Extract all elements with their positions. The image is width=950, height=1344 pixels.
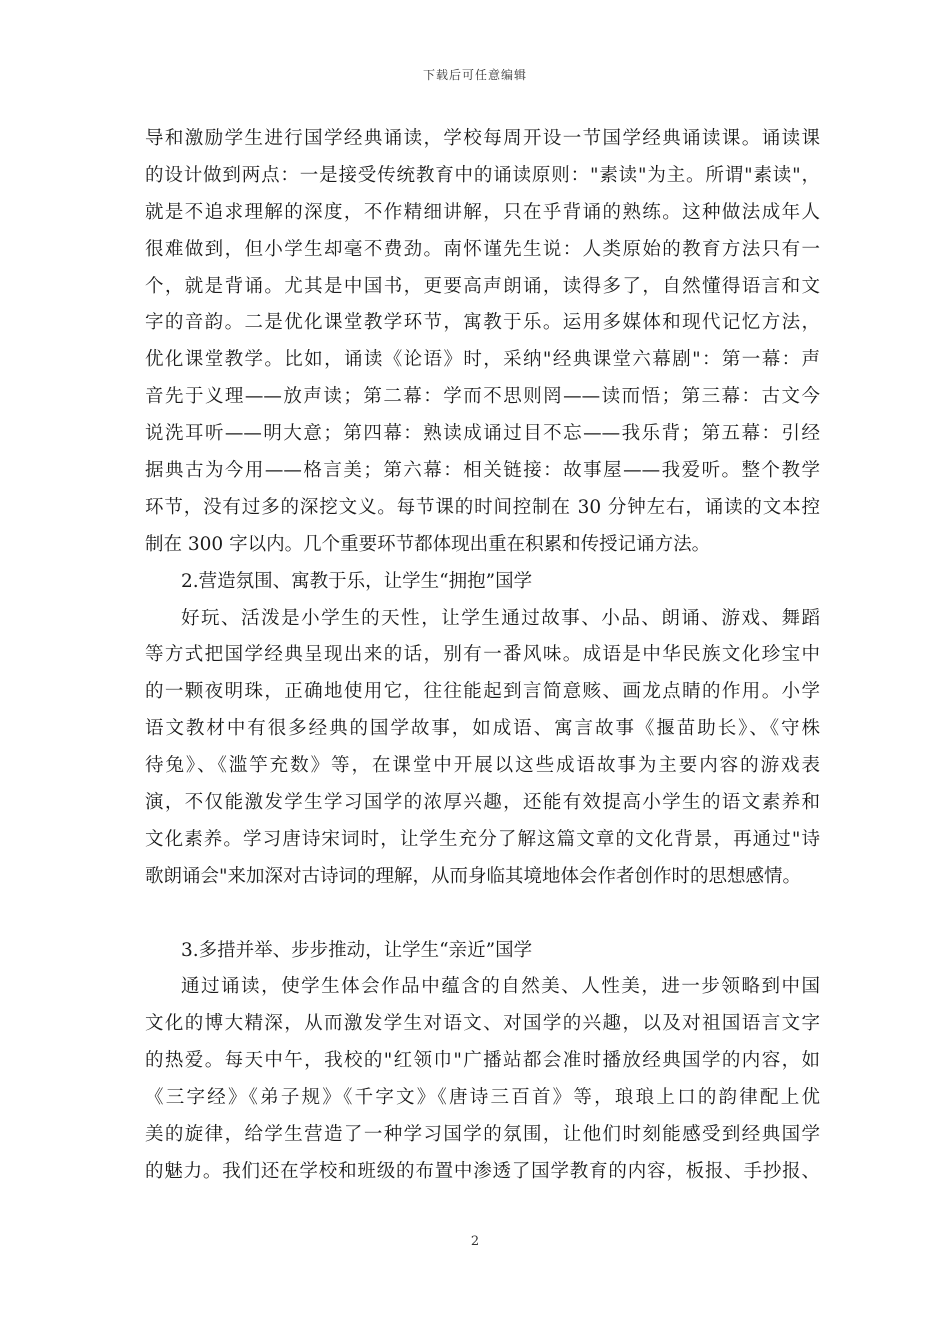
text-line: 通过诵读，使学生体会作品中蕴含的自然美、人性美，进一步领略到中国 xyxy=(181,976,820,998)
text-line: 《三字经》《弟子规》《千字文》《唐诗三百首》等，琅琅上口的韵律配上优 xyxy=(145,1087,820,1109)
text-line: 个，就是背诵。尤其是中国书，更要高声朗诵，读得多了，自然懂得语言和文 xyxy=(145,275,820,297)
text-line: 的一颗夜明珠，正确地使用它，往往能起到言简意赅、画龙点睛的作用。小学 xyxy=(145,681,820,703)
text-line: 导和激励学生进行国学经典诵读，学校每周开设一节国学经典诵读课。诵读课 xyxy=(145,128,820,149)
text-line: 字的音韵。二是优化课堂教学环节，寓教于乐。运用多媒体和现代记忆方法， xyxy=(145,312,820,334)
text-line: 环节，没有过多的深挖文义。每节课的时间控制在 30 分钟左右，诵读的文本控 xyxy=(145,496,820,518)
text-line: 的热爱。每天中午，我校的"红领巾"广播站都会准时播放经典国学的内容，如 xyxy=(145,1050,820,1072)
text-line: 美的旋律，给学生营造了一种学习国学的氛围，让他们时刻能感受到经典国学 xyxy=(145,1124,820,1146)
text-line: 文化的博大精深，从而激发学生对语文、对国学的兴趣，以及对祖国语言文字 xyxy=(145,1013,820,1035)
text-line: 待兔》、《滥竽充数》等，在课堂中开展以这些成语故事为主要内容的游戏表 xyxy=(145,755,820,777)
text-line: 制在 300 字以内。几个重要环节都体现出重在积累和传授记诵方法。 xyxy=(145,533,711,555)
paragraph-atmosphere xyxy=(145,601,820,896)
text-line: 歌朗诵会"来加深对古诗词的理解，从而身临其境地体会作者创作时的思想感情。 xyxy=(145,865,802,887)
text-line: 很难做到，但小学生却毫不费劲。南怀谨先生说：人类原始的教育方法只有一 xyxy=(145,238,820,260)
text-line: 据典古为今用——格言美；第六幕：相关链接：故事屋——我爱听。整个教学 xyxy=(145,460,820,482)
document-body xyxy=(145,121,820,1191)
text-line: 的魅力。我们还在学校和班级的布置中渗透了国学教育的内容，板报、手抄报、 xyxy=(145,1160,820,1182)
section-heading-3: 3.多措并举、步步推动，让学生“亲近”国学 xyxy=(181,939,533,961)
text-line: 等方式把国学经典呈现出来的话，别有一番风味。成语是中华民族文化珍宝中 xyxy=(145,644,820,666)
text-line: 语文教材中有很多经典的国学故事，如成语、寓言故事《揠苗助长》、《守株 xyxy=(145,718,820,740)
paragraph-guided-reading xyxy=(145,121,820,564)
text-line: 就是不追求理解的深度，不作精细讲解，只在乎背诵的熟练。这种做法成年人 xyxy=(145,201,820,223)
text-line: 音先于义理——放声读；第二幕：学而不思则罔——读而悟；第三幕：古文今 xyxy=(145,386,820,408)
section-heading-2: 2.营造氛围、寓教于乐，让学生“拥抱”国学 xyxy=(181,570,533,592)
text-line: 文化素养。学习唐诗宋词时，让学生充分了解这篇文章的文化背景，再通过"诗 xyxy=(145,828,820,850)
text-line: 说洗耳听——明大意；第四幕：熟读成诵过目不忘——我乐背；第五幕：引经 xyxy=(145,423,820,445)
text-line: 的设计做到两点：一是接受传统教育中的诵读原则："素读"为主。所谓"素读"， xyxy=(145,164,820,186)
page-header: 下载后可任意编辑 xyxy=(422,68,527,82)
text-line: 演，不仅能激发学生学习国学的浓厚兴趣，还能有效提高小学生的语文素养和 xyxy=(145,792,820,814)
text-line: 优化课堂教学。比如，诵读《论语》时，采纳"经典课堂六幕剧"：第一幕：声 xyxy=(145,349,820,371)
page-number: 2 xyxy=(470,1234,480,1249)
paragraph-spacer xyxy=(145,896,820,933)
text-line: 好玩、活泼是小学生的天性，让学生通过故事、小品、朗诵、游戏、舞蹈 xyxy=(181,607,820,629)
paragraph-measures xyxy=(145,969,820,1190)
